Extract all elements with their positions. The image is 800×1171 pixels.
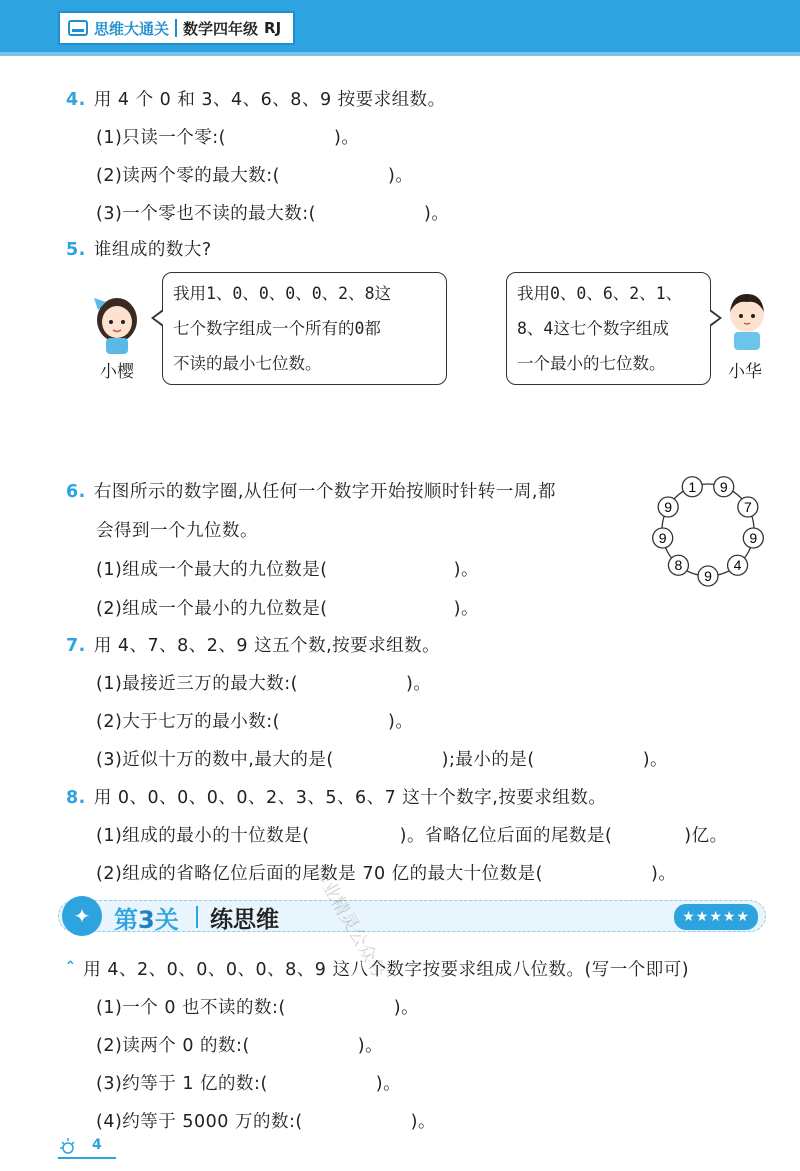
left-speech-bubble: [162, 272, 447, 385]
digit-node: [668, 555, 688, 575]
page-number: 4: [92, 1137, 102, 1153]
section-suffix: 关: [154, 906, 179, 934]
book-icon: [68, 20, 88, 36]
left-speaker-name: 小樱: [100, 362, 134, 382]
q9-number: ˆ: [66, 960, 76, 980]
q6-number: 6.: [66, 482, 86, 502]
q9-part-3: (3)约等于 1 亿的数:( )。: [96, 1074, 402, 1094]
sun-icon: [58, 1136, 86, 1156]
section-divider: [196, 906, 198, 928]
q8-number: 8.: [66, 788, 86, 808]
digit-node: [658, 497, 678, 517]
section-header: [58, 896, 766, 936]
header-strip: [0, 52, 800, 56]
q7-stem: [66, 632, 440, 657]
q8-part-2: (2)组成的省略亿位后面的尾数是 70 亿的最大十位数是( )。: [96, 864, 677, 884]
digit-node: [682, 477, 702, 497]
q9-text: 用 4、2、0、0、0、0、8、9 这八个数字按要求组成八位数。(写一个即可): [83, 960, 690, 980]
digit-label: 9: [719, 478, 728, 495]
q4-part-2: (2)读两个零的最大数:( )。: [96, 166, 414, 186]
digit-circle-diagram: [646, 470, 770, 590]
right-bubble-line-1: 我用0、0、6、2、1、: [517, 284, 683, 303]
q6-text-1: 右图所示的数字圈,从任何一个数字开始按顺时针转一周,都: [93, 482, 556, 502]
left-bubble-line-2: 七个数字组成一个所有的0都: [173, 319, 381, 338]
left-bubble-line-1: 我用1、0、0、0、0、2、8这: [173, 284, 392, 303]
section-title: [114, 900, 179, 935]
digit-node: [743, 528, 763, 548]
digit-label: 9: [658, 529, 667, 546]
series-banner: [58, 11, 295, 45]
banner-divider: [175, 19, 177, 37]
left-bubble-line-3: 不读的最小七位数。: [173, 354, 322, 373]
q4-part-3: (3)一个零也不读的最大数:( )。: [96, 204, 450, 224]
right-speech-bubble: [506, 272, 711, 385]
digit-label: 9: [704, 568, 712, 584]
digit-label: 9: [664, 499, 673, 515]
footer-rule: [58, 1157, 116, 1159]
digit-node: [728, 555, 748, 575]
right-speaker-name: 小华: [728, 362, 762, 382]
q8-part-1: (1)组成的最小的十位数是( )。省略亿位后面的尾数是( )亿。: [96, 826, 728, 846]
boy-avatar-icon: [724, 290, 770, 352]
q9-part-2: (2)读两个 0 的数:( )。: [96, 1036, 384, 1056]
q7-part-3: (3)近似十万的数中,最大的是( );最小的是( )。: [96, 750, 669, 770]
q5-number: 5.: [66, 240, 86, 260]
digit-label: 8: [674, 557, 683, 574]
q6-line-2: 会得到一个九位数。: [96, 521, 258, 541]
q8-text: 用 0、0、0、0、0、2、3、5、6、7 这十个数字,按要求组数。: [93, 788, 607, 808]
digit-label: 9: [749, 529, 758, 546]
subject-title: 数学四年级: [183, 19, 259, 38]
q6-part-1: (1)组成一个最大的九位数是( )。: [96, 560, 479, 580]
digit-label: 1: [688, 478, 697, 495]
edition-label: RJ: [264, 19, 282, 37]
digit-node: [738, 497, 758, 517]
section-label: 第: [114, 906, 138, 934]
q5-stem: [66, 236, 212, 261]
top-header-bar: [0, 0, 800, 56]
q5-text: 谁组成的数大?: [93, 240, 212, 260]
difficulty-stars: ★★★★★: [674, 904, 758, 930]
digit-node: [698, 566, 718, 586]
q4-part-1: (1)只读一个零:( )。: [96, 128, 360, 148]
section-number: 3: [138, 906, 155, 934]
digit-node: [714, 477, 734, 497]
q6-line-1: [66, 478, 556, 503]
digit-label: 4: [733, 557, 742, 574]
series-title: 思维大通关: [94, 19, 170, 38]
rocket-icon: ✦: [62, 896, 102, 936]
watermark-text: 作业精灵公众号: [308, 862, 390, 982]
digit-label: 7: [743, 499, 752, 515]
q7-text: 用 4、7、8、2、9 这五个数,按要求组数。: [93, 636, 441, 656]
q7-number: 7.: [66, 636, 86, 656]
q4-text: 用 4 个 0 和 3、4、6、8、9 按要求组数。: [93, 90, 446, 110]
q4-number: 4.: [66, 90, 86, 110]
digit-node: [653, 528, 673, 548]
q7-part-2: (2)大于七万的最小数:( )。: [96, 712, 414, 732]
q8-stem: [66, 784, 606, 809]
q6-part-2: (2)组成一个最小的九位数是( )。: [96, 599, 479, 619]
q9-part-1: (1)一个 0 也不读的数:( )。: [96, 998, 420, 1018]
q4-stem: [66, 86, 446, 111]
girl-avatar-icon: [88, 288, 146, 356]
section-subtitle: 练思维: [210, 907, 279, 933]
right-bubble-line-3: 一个最小的七位数。: [517, 354, 666, 373]
q7-part-1: (1)最接近三万的最大数:( )。: [96, 674, 432, 694]
q9-part-4: (4)约等于 5000 万的数:( )。: [96, 1112, 437, 1132]
right-bubble-line-2: 8、4这七个数字组成: [517, 319, 669, 338]
